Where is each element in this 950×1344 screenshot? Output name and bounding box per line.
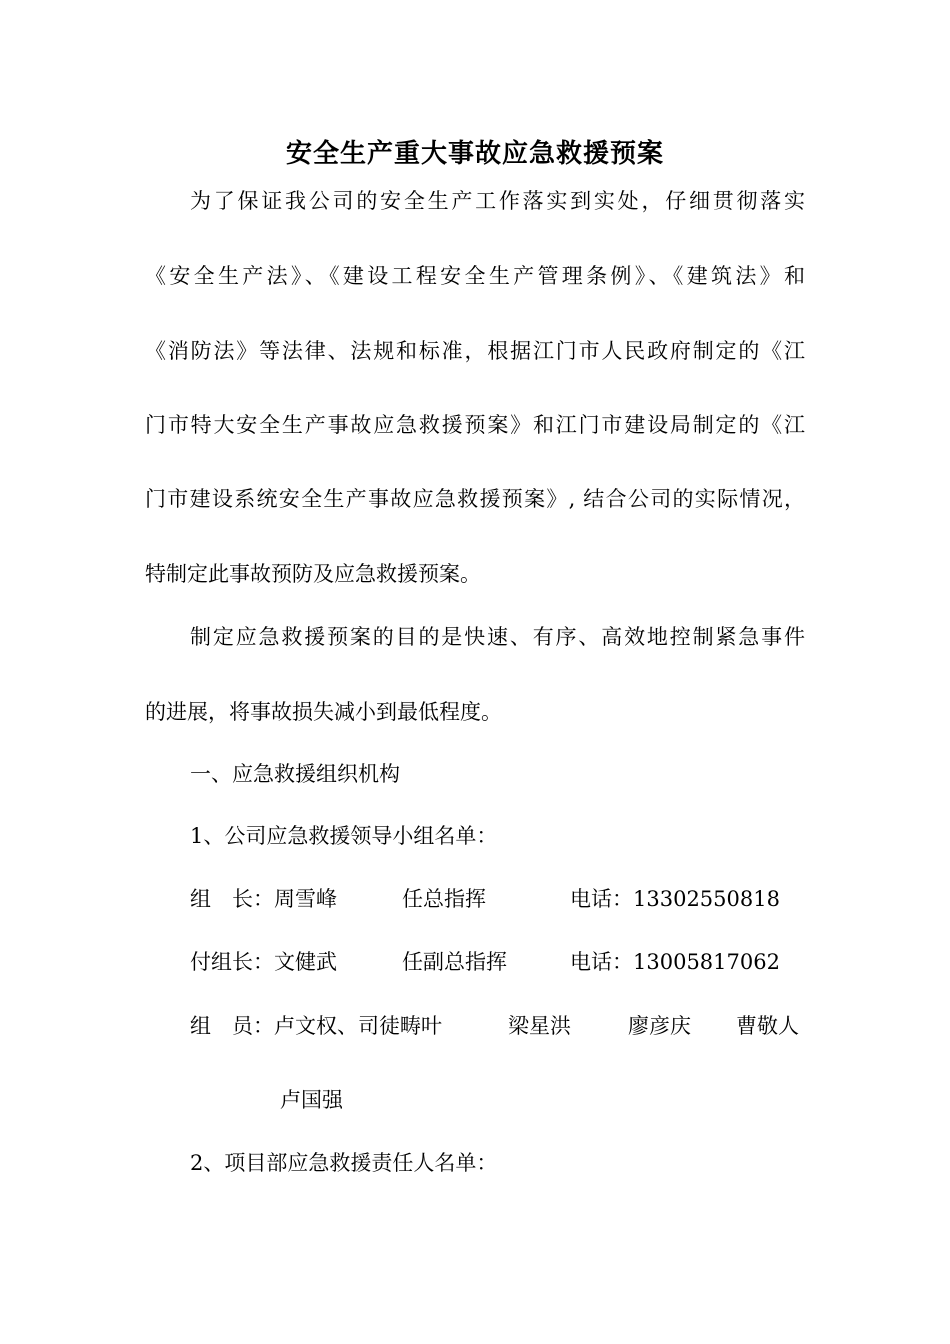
deputy-duty: 任副总指挥 xyxy=(402,950,507,974)
leader-duty: 任总指挥 xyxy=(402,887,486,911)
paragraph-line: 制定应急救援预案的目的是快速、有序、高效地控制紧急事件 xyxy=(190,625,805,649)
paragraph-line: 的进展，将事故损失减小到最低程度。 xyxy=(145,700,502,724)
deputy-phone: 电话：13005817062 xyxy=(570,950,780,974)
section-heading: 一、应急救援组织机构 xyxy=(190,762,400,786)
subsection-heading: 1、公司应急救援领导小组名单： xyxy=(190,824,498,848)
document-title: 安全生产重大事故应急救援预案 xyxy=(285,139,664,169)
leader-phone: 电话：13302550818 xyxy=(570,887,780,911)
paragraph-line: 门市建设系统安全生产事故应急救援预案》, 结合公司的实际情况， xyxy=(145,487,805,511)
paragraph-line: 门市特大安全生产事故应急救援预案》和江门市建设局制定的《江 xyxy=(145,413,805,437)
paragraph-line: 《消防法》等法律、法规和标准，根据江门市人民政府制定的《江 xyxy=(145,339,805,363)
paragraph-line: 特制定此事故预防及应急救援预案。 xyxy=(145,562,481,586)
member-name: 梁星洪 xyxy=(508,1014,571,1038)
member-name-continuation: 卢国强 xyxy=(280,1088,343,1112)
paragraph-line: 为了保证我公司的安全生产工作落实到实处，仔细贯彻落实 xyxy=(190,189,805,213)
paragraph-line: 《安全生产法》、《建设工程安全生产管理条例》、《建筑法》和 xyxy=(145,264,805,288)
leader-role: 组 长：周雪峰 xyxy=(190,887,337,911)
subsection-heading: 2、项目部应急救援责任人名单： xyxy=(190,1151,498,1175)
member-name: 廖彦庆 xyxy=(628,1014,691,1038)
members-label: 组 员：卢文权、司徒畴叶 xyxy=(190,1014,442,1038)
deputy-role: 付组长：文健武 xyxy=(190,950,337,974)
member-name: 曹敬人 xyxy=(736,1014,799,1038)
